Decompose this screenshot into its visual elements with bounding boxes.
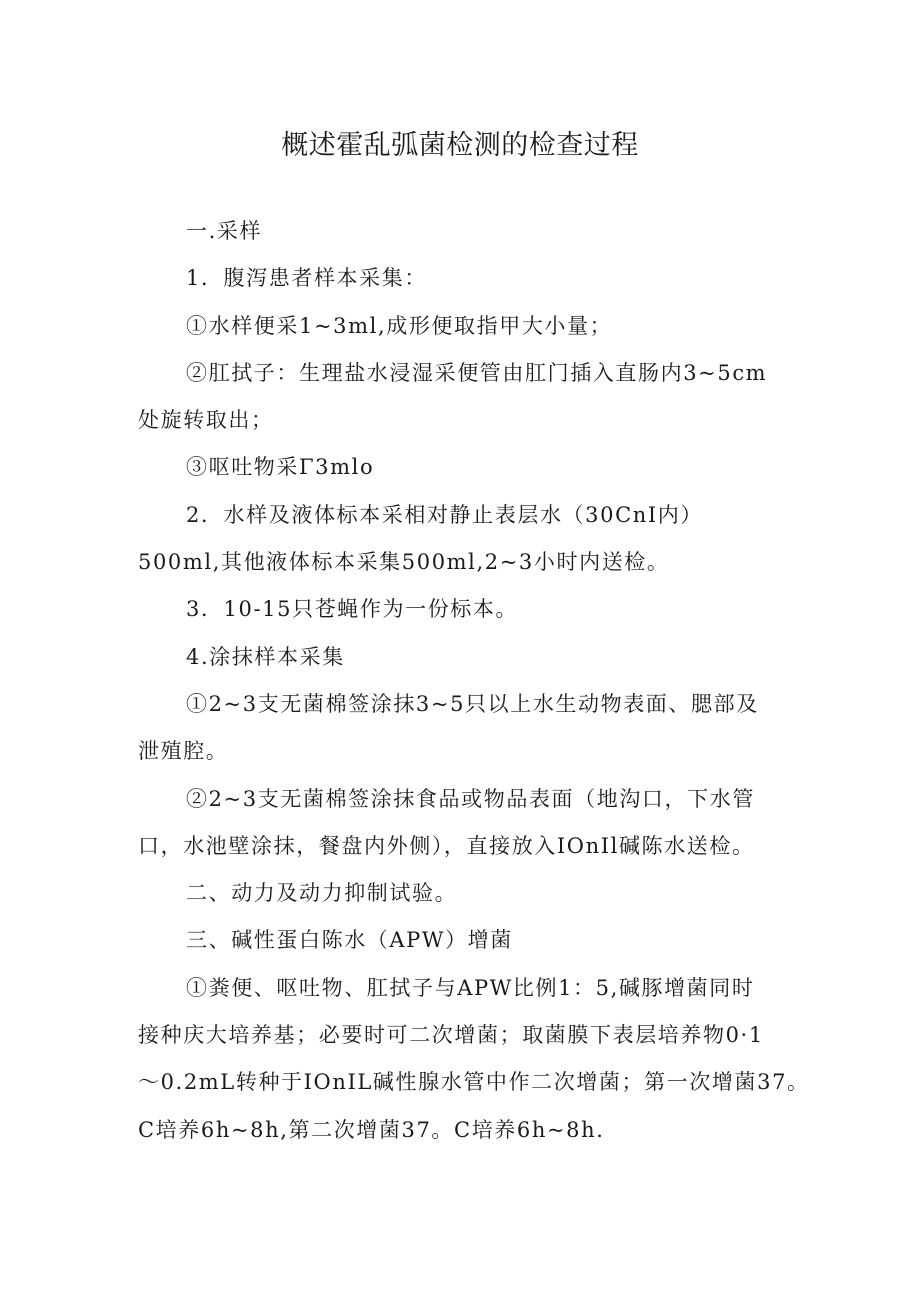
paragraph-line: 4.涂抹样本采集 [186, 644, 345, 669]
paragraph-line: ～0.2mL转种于IOnIL碱性腺水管中作二次增菌；第一次增菌37。 [138, 1070, 810, 1095]
paragraph-line: C培养6h~8h,第二次增菌37。C培养6h~8h. [138, 1117, 605, 1142]
section-heading-sampling: 一.采样 [186, 219, 263, 243]
paragraph-line: ①2~3支无菌棉签涂抹3~5只以上水生动物表面、腮部及 [186, 691, 759, 716]
paragraph-line: 泄殖腔。 [138, 739, 229, 764]
document-title: 概述霍乱弧菌检测的检查过程 [281, 130, 639, 161]
document-body [138, 208, 810, 1154]
paragraph-line: 口，水池壁涂抹，餐盘内外侧），直接放入IOnIl碱陈水送检。 [138, 833, 755, 858]
paragraph-line: 接种庆大培养基；必要时可二次增菌；取菌膜下表层培养物0·1 [138, 1023, 764, 1048]
paragraph-line: ②2~3支无菌棉签涂抹食品或物品表面（地沟口，下水管 [186, 786, 755, 811]
paragraph-line: ②肛拭子：生理盐水浸湿采便管由肛门插入直肠内3~5cm [186, 360, 768, 385]
paragraph-line: 1．腹泻患者样本采集： [186, 266, 427, 291]
paragraph-line: 500ml,其他液体标本采集500ml,2~3小时内送检。 [138, 550, 670, 575]
paragraph-line: ①粪便、呕吐物、肛拭子与APW比例1：5,碱豚增菌同时 [186, 975, 755, 1000]
paragraph-line: ①水样便采1~3ml,成形便取指甲大小量； [186, 313, 613, 338]
paragraph-line: ③呕吐物采Γ3mlo [186, 455, 375, 480]
paragraph-line: 处旋转取出； [138, 408, 274, 433]
section-heading-motility-test: 二、动力及动力抑制试验。 [186, 881, 458, 906]
paragraph-line: 2．水样及液体标本采相对静止表层水（30CnI内） [186, 502, 703, 527]
paragraph-line: 3．10-15只苍蝇作为一份标本。 [186, 597, 519, 622]
section-heading-apw-enrichment: 三、碱性蛋白陈水（APW）增菌 [186, 928, 513, 953]
